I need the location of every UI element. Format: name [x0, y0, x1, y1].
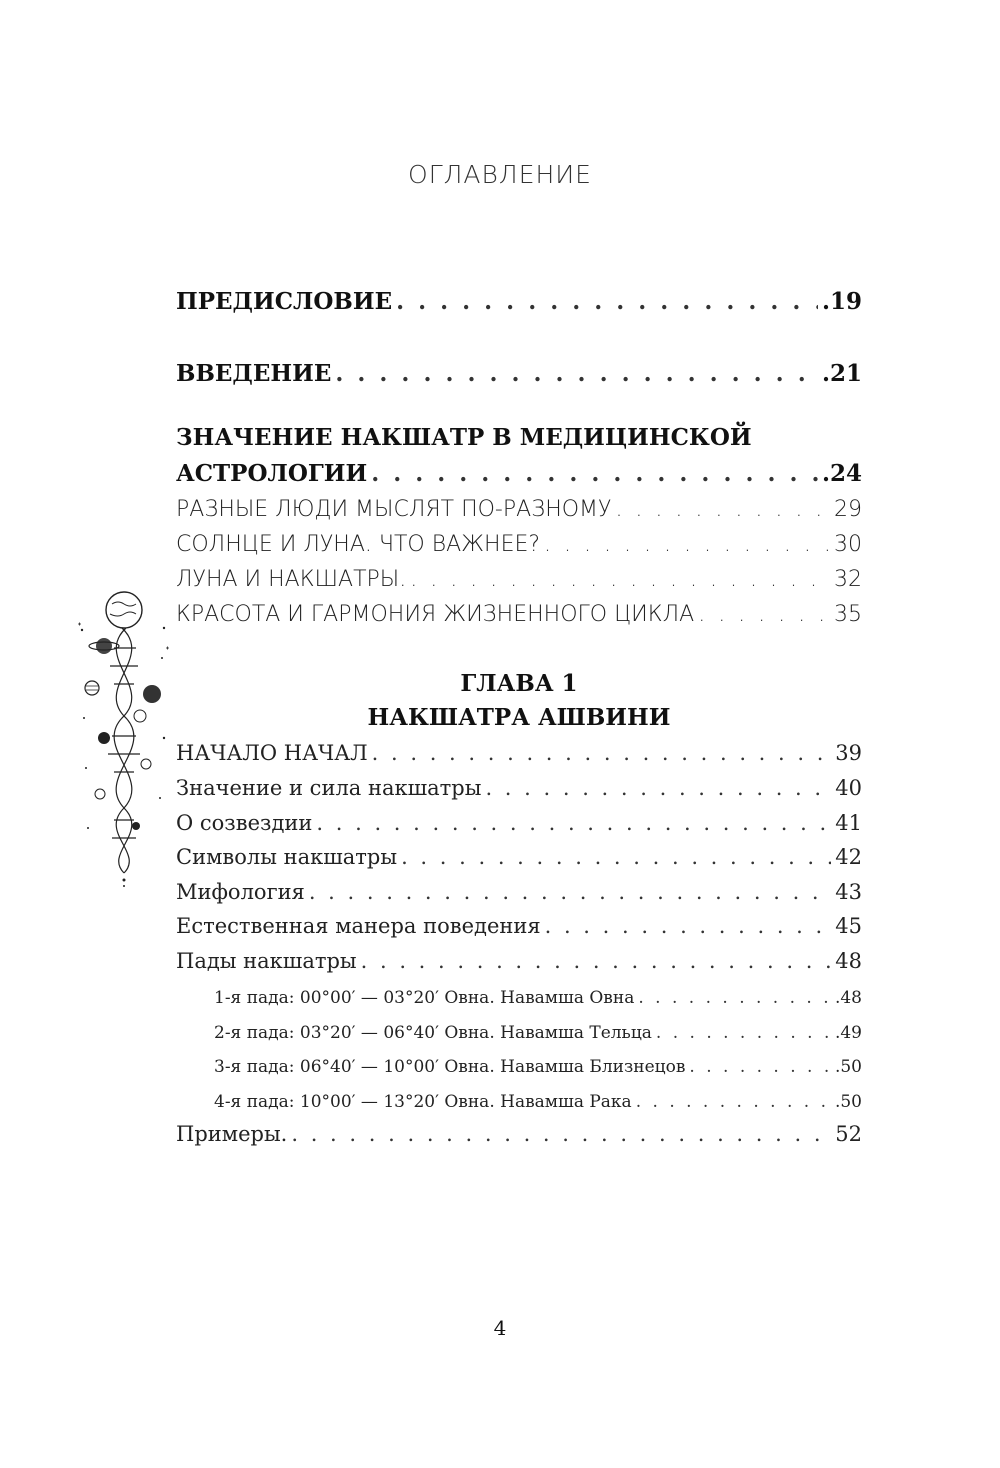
toc-entry-chapter-item[interactable]: Значение и сила накшатры . . . 40: [176, 776, 862, 800]
toc-entry-section[interactable]: КРАСОТА И ГАРМОНИЯ ЖИЗНЕННОГО ЦИКЛА . . . 35: [176, 602, 862, 627]
toc-entry-section[interactable]: ЛУНА И НАКШАТРЫ. . . . 32: [176, 567, 862, 592]
toc-entry-pada[interactable]: 3-я пада: 06°40′ — 10°00′ Овна. Навамша Близнецов . . . .50: [214, 1057, 862, 1077]
toc-entry-preface[interactable]: ПРЕДИСЛОВИЕ . . . .19: [176, 288, 862, 315]
toc-entry-chapter-item[interactable]: Символы накшатры . . . 42: [176, 845, 862, 869]
chapter-title: НАКШАТРА АШВИНИ: [367, 704, 671, 731]
planet-dna-ornament-icon: [74, 588, 174, 888]
toc-entry-pada[interactable]: 1-я пада: 00°00′ — 03°20′ Овна. Навамша Овна . . . .48: [214, 988, 862, 1008]
toc-entry-chapter-item[interactable]: Примеры. . . . 52: [176, 1122, 862, 1146]
toc-entry-section[interactable]: СОЛНЦЕ И ЛУНА. ЧТО ВАЖНЕЕ? . . . 30: [176, 532, 862, 557]
chapter-number: ГЛАВА 1: [460, 670, 578, 697]
toc-entry-meaning[interactable]: АСТРОЛОГИИ . . . .24: [176, 460, 862, 487]
toc-entry-chapter-item[interactable]: Естественная манера поведения . . . 45: [176, 914, 862, 938]
toc-entry-pada[interactable]: 2-я пада: 03°20′ — 06°40′ Овна. Навамша Тельца . . . .49: [214, 1023, 862, 1043]
toc-entry-meaning-line1[interactable]: ЗНАЧЕНИЕ НАКШАТР В МЕДИЦИНСКОЙ: [176, 424, 752, 451]
toc-title: ОГЛАВЛЕНИЕ: [408, 160, 592, 189]
toc-entry-pada[interactable]: 4-я пада: 10°00′ — 13°20′ Овна. Навамша Рака . . . .50: [214, 1092, 862, 1112]
toc-entry-section[interactable]: РАЗНЫЕ ЛЮДИ МЫСЛЯТ ПО-РАЗНОМУ . . . 29: [176, 497, 862, 522]
page-number: 4: [493, 1316, 507, 1340]
toc-entry-chapter-item[interactable]: О созвездии . . . 41: [176, 811, 862, 835]
toc-entry-chapter-item[interactable]: Пады накшатры . . . 48: [176, 949, 862, 973]
toc-entry-chapter-item[interactable]: НАЧАЛО НАЧАЛ . . . 39: [176, 741, 862, 765]
toc-entry-chapter-item[interactable]: Мифология . . . 43: [176, 880, 862, 904]
toc-entry-introduction[interactable]: ВВЕДЕНИЕ . . . .21: [176, 360, 862, 387]
